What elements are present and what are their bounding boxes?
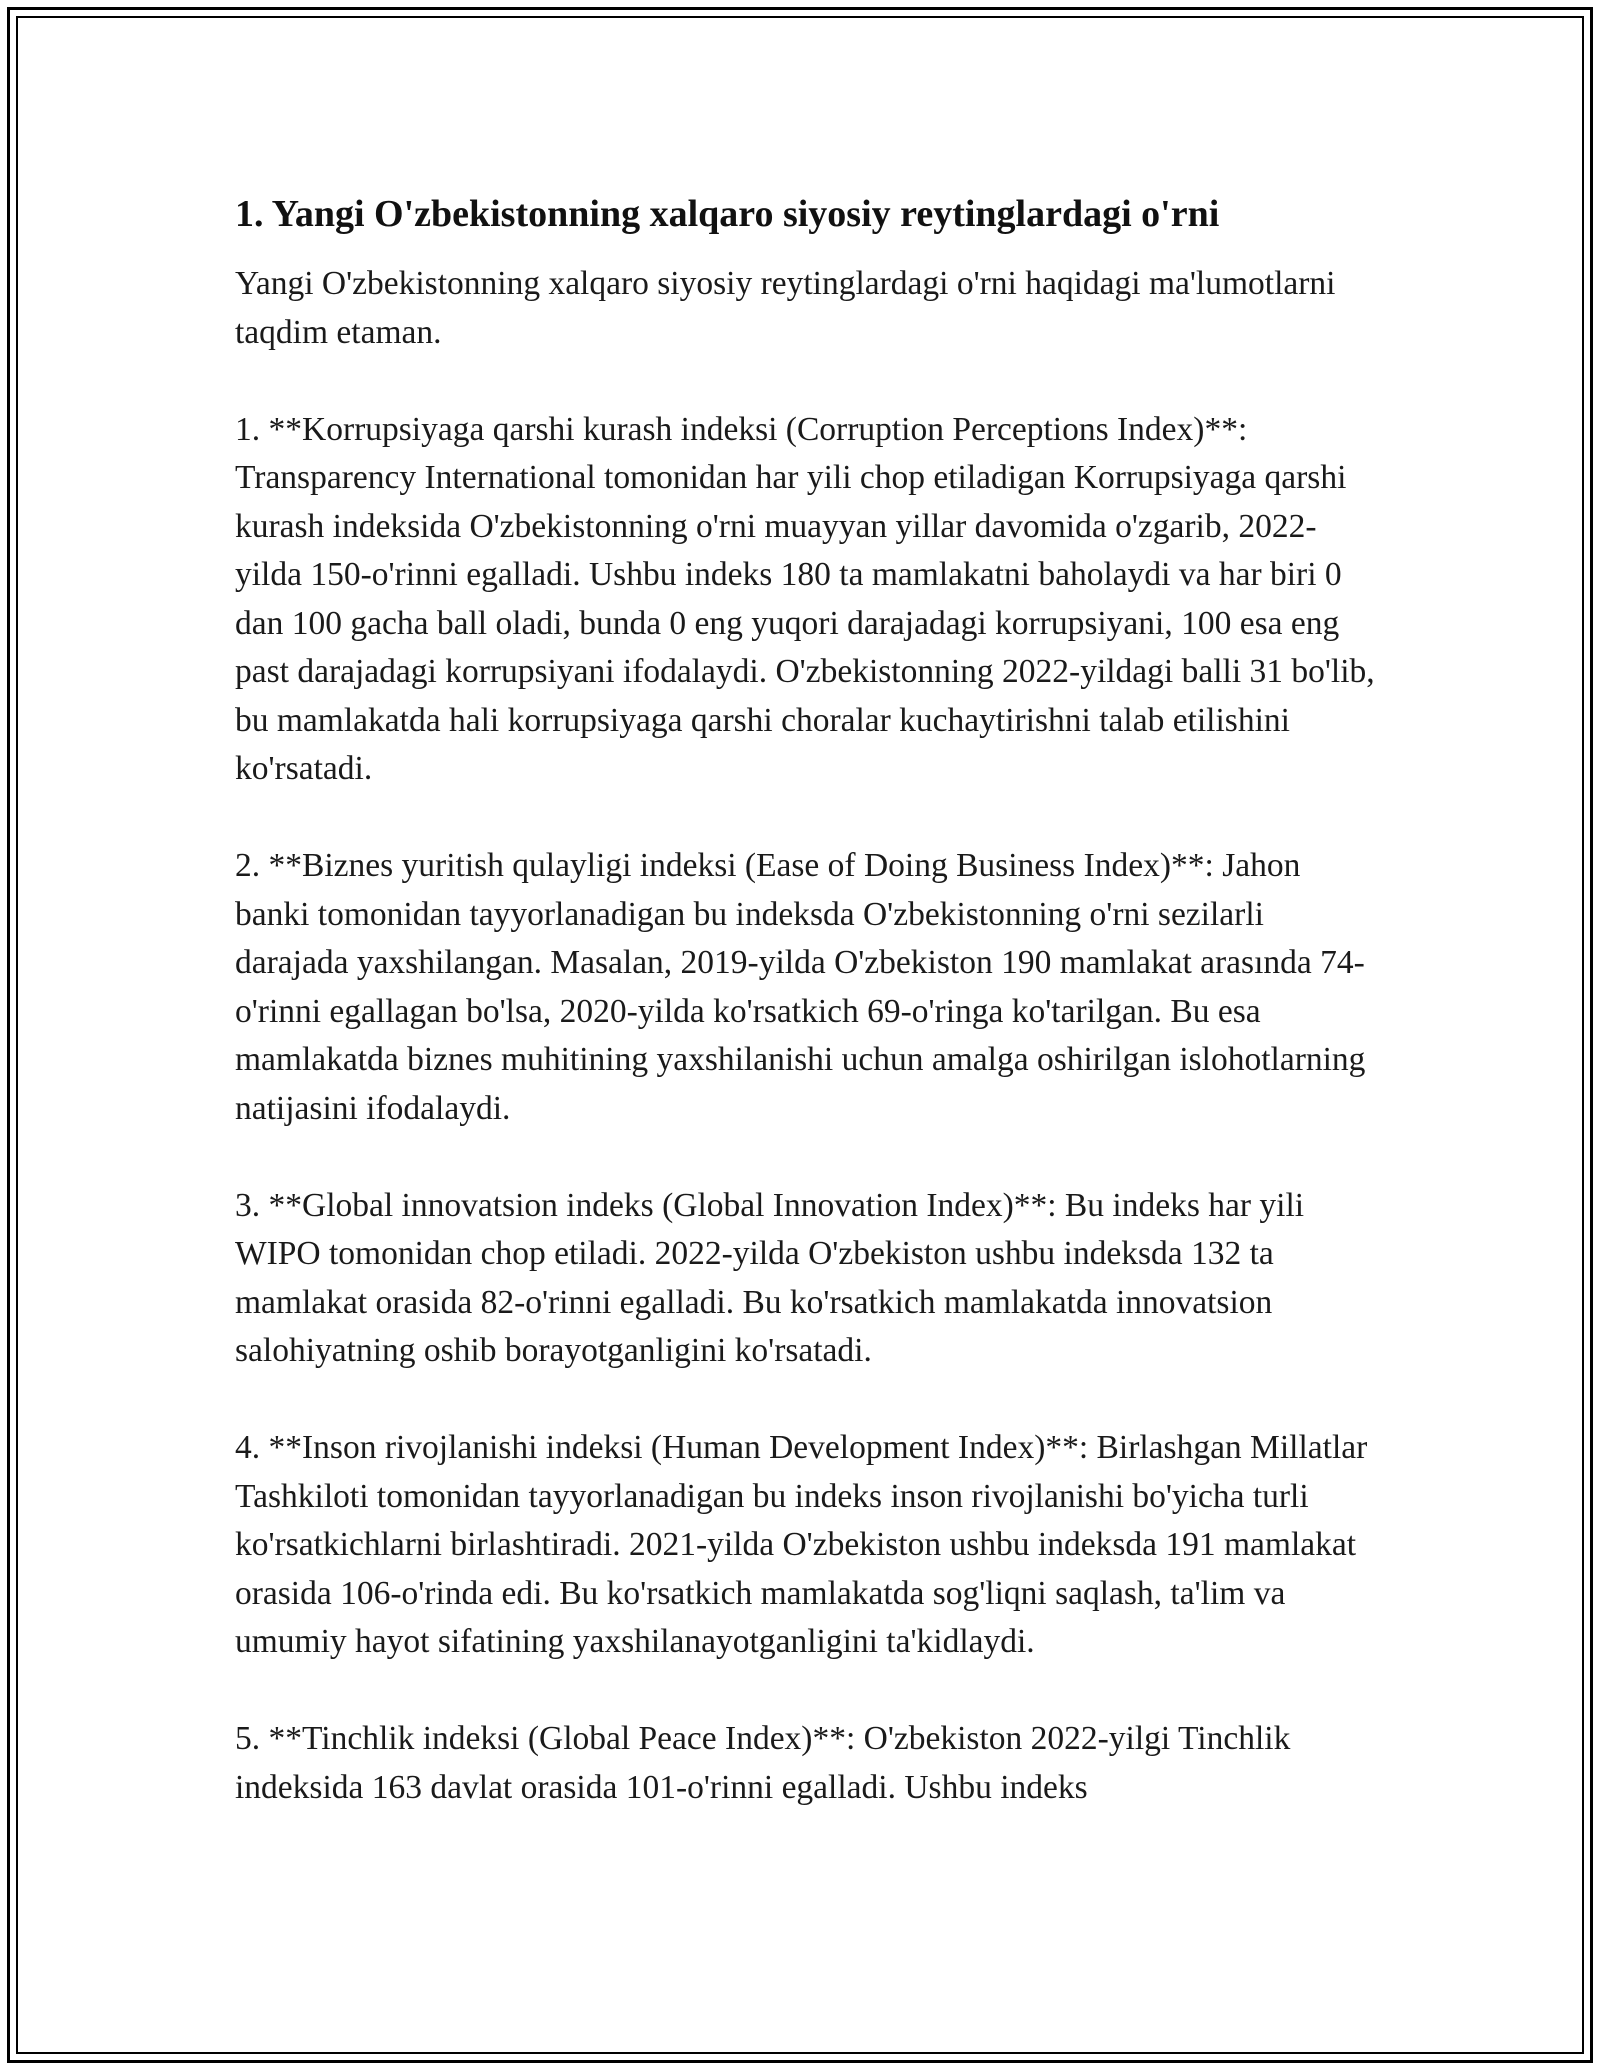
paragraph-corruption-index: 1. **Korrupsiyaga qarshi kurash indeksi (Corruption Perceptions Index)**: Transparency International tomonidan har yili chop etiladigan Korrupsiyaga qarshi kurash indeksida O'zbekistonning o'rni muayyan yillar davomida o'zgarib, 2022-yilda 150-o'rinni egalladi. Ushbu indeks 180 ta mamlakatni baholaydi va har biri 0 dan 100 gacha ball oladi, bunda 0 eng yuqori darajadagi korrupsiyani, 100 esa eng past darajadagi korrupsiyani ifodalaydi. O'zbekistonning 2022-yildagi balli 31 bo'lib, bu mamlakatda hali korrupsiyaga qarshi choralar kuchaytirishni talab etilishini ko'rsatadi. — [235, 410, 1375, 787]
paragraph-human-development-index: 4. **Inson rivojlanishi indeksi (Human Development Index)**: Birlashgan Millatlar Tashkiloti tomonidan tayyorlanadigan bu indeks inson rivojlanishi bo'yicha turli ko'rsatkichlarni birlashtiradi. 2021-yilda O'zbekiston ushbu indeksda 191 mamlakat orasida 106-o'rinda edi. Bu ko'rsatkich mamlakatda sog'liqni saqlash, ta'lim va umumiy hayot sifatining yaxshilanayotganligini ta'kidlaydi. — [235, 1429, 1368, 1660]
paragraph-innovation-index: 3. **Global innovatsion indeks (Global Innovation Index)**: Bu indeks har yili WIPO tomonidan chop etiladi. 2022-yilda O'zbekiston ushbu indeksda 132 ta mamlakat orasida 82-o'rinni egalladi. Bu ko'rsatkich mamlakatda innovatsion salohiyatning oshib borayotganligini ko'rsatadi. — [235, 1186, 1305, 1369]
document-body — [235, 190, 1375, 1861]
document-title: 1. Yangi O'zbekistonning xalqaro siyosiy reytinglardagi o'rni — [235, 193, 1220, 235]
paragraph-peace-index: 5. **Tinchlik indeksi (Global Peace Index)**: O'zbekiston 2022-yilgi Tinchlik indeksida 163 davlat orasida 101-o'rinni egalladi. Ushbu indeks — [235, 1720, 1291, 1806]
paragraph-doing-business-index: 2. **Biznes yuritish qulayligi indeksi (Ease of Doing Business Index)**: Jahon banki tomonidan tayyorlanadigan bu indeksda O'zbekistonning o'rni sezilarli darajada yaxshilangan. Masalan, 2019-yilda O'zbekiston 190 mamlakat arasında 74-o'rinni egallagan bo'lsa, 2020-yilda ko'rsatkich 69-o'ringa ko'tarilgan. Bu esa mamlakatda biznes muhitining yaxshilanishi uchun amalga oshirilgan islohotlarning natijasini ifodalaydi. — [235, 847, 1366, 1127]
intro-paragraph: Yangi O'zbekistonning xalqaro siyosiy reytinglardagi o'rni haqidagi ma'lumotlarni taqdim etaman. — [235, 265, 1336, 351]
